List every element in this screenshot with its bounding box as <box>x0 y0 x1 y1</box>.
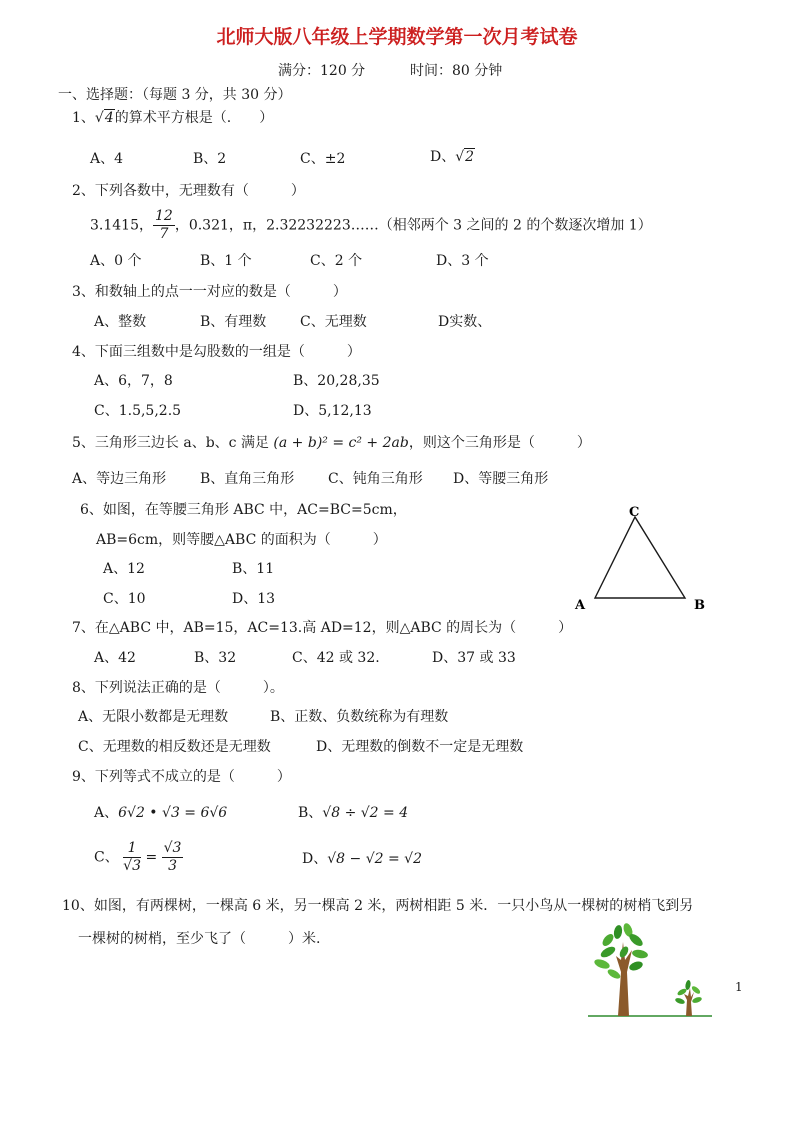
question-text: 的算术平方根是（. ） <box>114 110 274 126</box>
option-c: C、42 或 32. <box>292 650 380 666</box>
section-heading: 一、选择题：（每题 3 分，共 30 分） <box>58 87 292 103</box>
formula: 6√2 • √3 = 6√6 <box>118 805 228 821</box>
triangle-figure <box>565 500 715 615</box>
option-d: D、5,12,13 <box>293 403 372 419</box>
short-tree-icon <box>674 980 702 1016</box>
option-label: A、 <box>94 805 119 821</box>
option-c: C、10 <box>103 591 146 607</box>
option-a: A、42 <box>94 650 136 666</box>
formula: √8 − √2 = √2 <box>327 851 422 867</box>
triangle-abc <box>595 517 685 598</box>
option-a: A、0 个 <box>90 253 142 269</box>
option-d: D、3 个 <box>436 253 489 269</box>
denominator: 3 <box>168 858 178 874</box>
question-2-stem: 2、下列各数中，无理数有（ ） <box>72 183 305 199</box>
option-c: C、钝角三角形 <box>328 471 423 487</box>
option-d: D、13 <box>232 591 276 607</box>
option-d <box>302 848 422 868</box>
question-6-line-1: 6、如图，在等腰三角形 ABC 中，AC=BC=5cm， <box>80 502 407 518</box>
question-4-stem: 4、下面三组数中是勾股数的一组是（ ） <box>72 344 361 360</box>
option-c: C、±2 <box>300 151 346 167</box>
question-8-stem: 8、下列说法正确的是（ ）。 <box>72 680 284 696</box>
fraction-left <box>123 840 141 875</box>
trees-illustration <box>580 912 720 1022</box>
sqrt-expression: √2 <box>455 149 475 165</box>
numerator: 1 <box>123 840 141 858</box>
question-2-numbers <box>90 208 652 243</box>
numerator: 12 <box>155 208 173 224</box>
option-d <box>430 146 475 166</box>
exam-title: 北师大版八年级上学期数学第一次月考试卷 <box>216 26 578 48</box>
option-b: B、正数、负数统称为有理数 <box>270 709 449 725</box>
question-number: 1、 <box>72 110 95 126</box>
formula: (a + b)² = c² + 2ab <box>273 435 409 451</box>
question-5-stem <box>72 432 591 452</box>
equals-sign: = <box>145 849 158 866</box>
option-b: B、20,28,35 <box>293 373 380 389</box>
option-d: D、等腰三角形 <box>453 471 549 487</box>
numerator: √3 <box>163 840 182 856</box>
vertex-label-b: B <box>694 598 705 613</box>
question-7-stem: 7、在△ABC 中，AB=15，AC=13.高 AD=12，则△ABC 的周长为（ ） <box>72 620 573 636</box>
question-1-stem <box>72 107 273 127</box>
number-text: ，0.321，π，2.32232223……（相邻两个 3 之间的 2 的个数逐次增加 1） <box>174 217 652 234</box>
option-a: A、等边三角形 <box>72 471 167 487</box>
option-c: C、无理数 <box>300 314 367 330</box>
option-d: D、无理数的倒数不一定是无理数 <box>316 739 524 755</box>
option-a: A、6，7，8 <box>94 373 173 389</box>
option-label: C、 <box>94 849 119 866</box>
option-d: D实数、 <box>438 314 492 330</box>
option-a: A、无限小数都是无理数 <box>78 709 229 725</box>
option-a: A、整数 <box>94 314 147 330</box>
denominator: √3 <box>123 858 141 874</box>
option-c <box>94 840 183 875</box>
number-text: 3.1415， <box>90 217 153 234</box>
question-3-stem: 3、和数轴上的点一一对应的数是（ ） <box>72 284 347 300</box>
option-b: B、2 <box>193 151 227 167</box>
score-info: 满分：120 分 <box>278 63 366 79</box>
vertex-label-a: A <box>575 598 586 613</box>
page-number: 1 <box>735 980 743 994</box>
option-b: B、1 个 <box>200 253 252 269</box>
option-a: A、4 <box>90 151 124 167</box>
time-info: 时间：80 分钟 <box>410 63 503 79</box>
denominator: 7 <box>159 226 169 242</box>
option-b: B、32 <box>194 650 237 666</box>
radicand: 4 <box>104 110 114 126</box>
question-text: 5、三角形三边长 a、b、c 满足 <box>72 435 269 451</box>
sqrt-expression: √4 <box>94 110 114 126</box>
option-c: C、无理数的相反数还是无理数 <box>78 739 271 755</box>
question-10-line-2: 一棵树的树梢，至少飞了（ ）米. <box>78 931 321 947</box>
option-b <box>298 802 408 822</box>
question-10-line-1: 10、如图，有两棵树，一棵高 6 米，另一棵高 2 米，两树相距 5 米．一只小鸟从一棵树的树梢飞到另 <box>62 898 694 914</box>
option-a: A、12 <box>103 561 145 577</box>
option-b: B、直角三角形 <box>200 471 295 487</box>
question-6-line-2: AB=6cm，则等腰△ABC 的面积为（ ） <box>96 532 387 548</box>
tall-tree-icon <box>593 922 648 1016</box>
fraction <box>153 208 175 243</box>
formula: √8 ÷ √2 = 4 <box>322 805 409 821</box>
fraction-right <box>162 840 184 875</box>
option-c: C、2 个 <box>310 253 363 269</box>
question-text: ，则这个三角形是（ ） <box>408 435 591 451</box>
option-a <box>94 802 227 822</box>
vertex-label-c: C <box>629 505 640 520</box>
option-c: C、1.5,5,2.5 <box>94 403 182 419</box>
question-9-stem: 9、下列等式不成立的是（ ） <box>72 769 291 785</box>
option-label: D、 <box>430 149 456 165</box>
option-label: D、 <box>302 851 328 867</box>
option-label: B、 <box>298 805 323 821</box>
radicand: 2 <box>465 149 475 165</box>
option-d: D、37 或 33 <box>432 650 516 666</box>
option-b: B、11 <box>232 561 275 577</box>
option-b: B、有理数 <box>200 314 267 330</box>
